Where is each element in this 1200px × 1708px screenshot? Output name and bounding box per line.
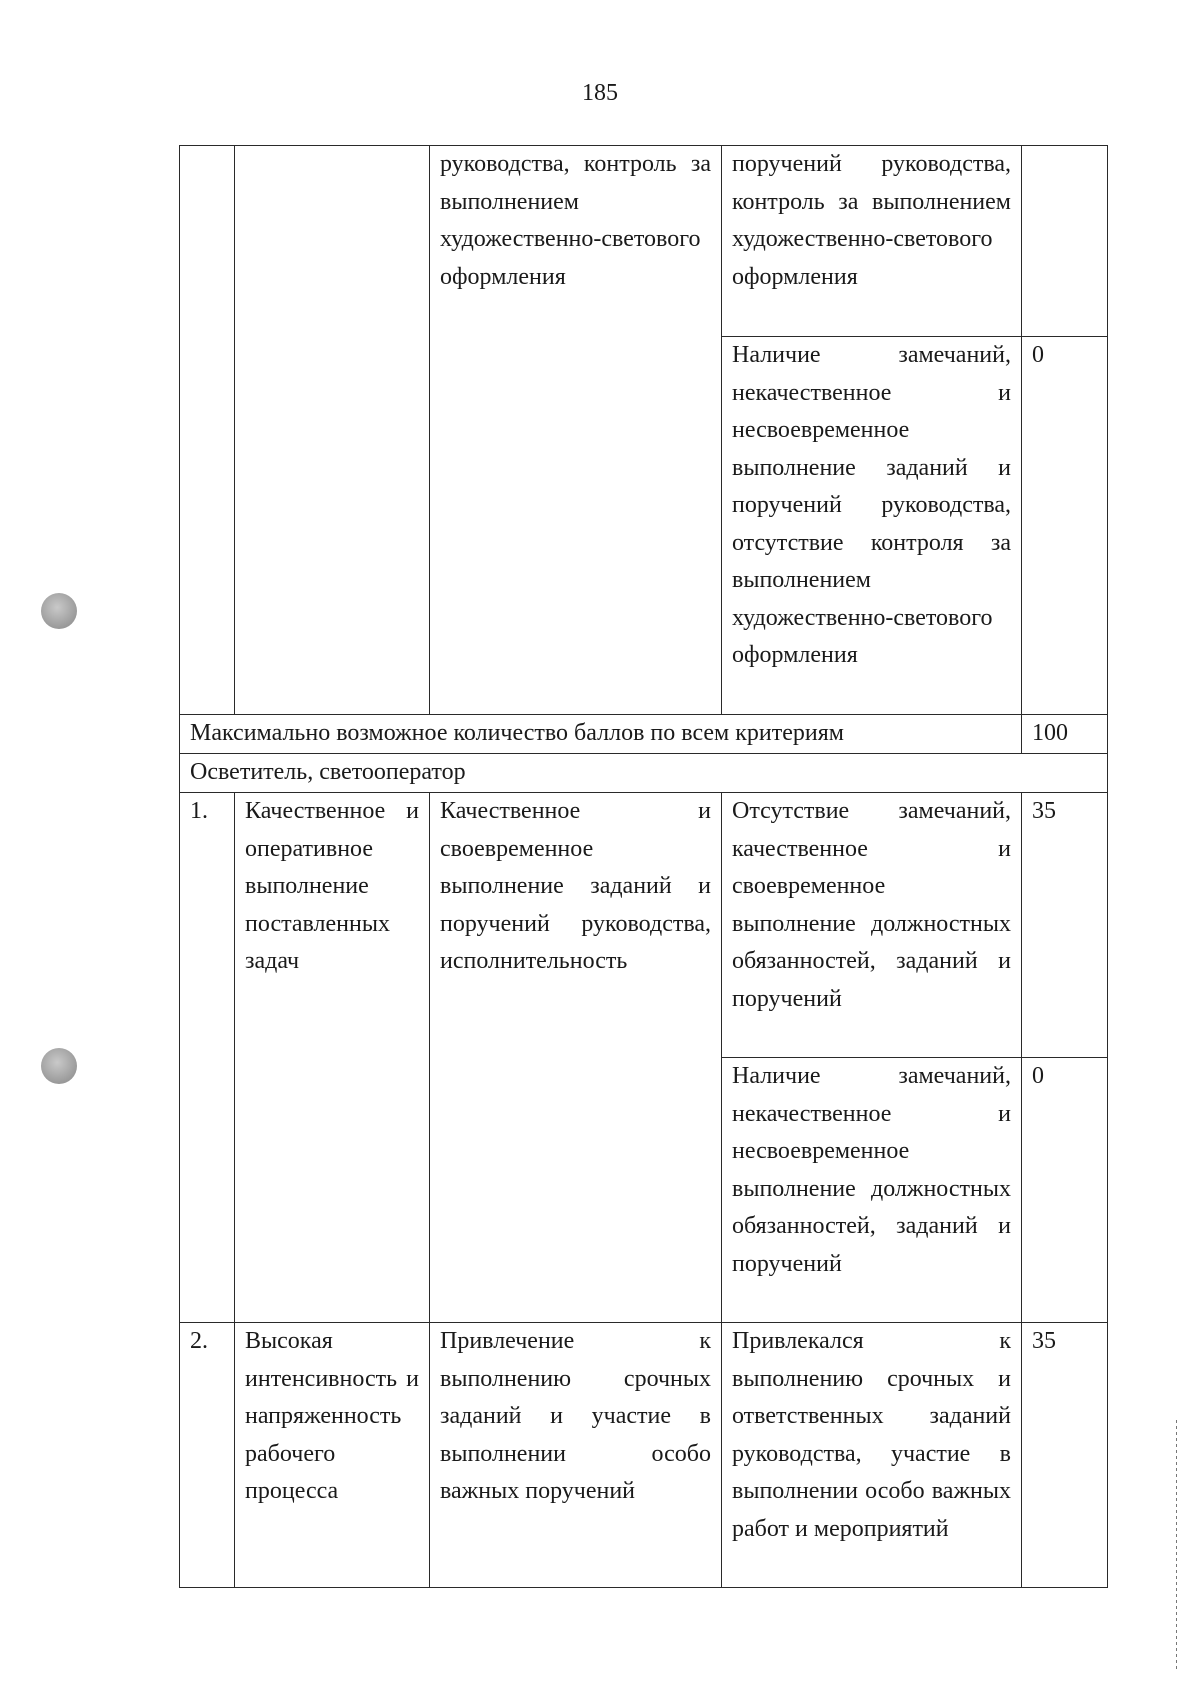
- indicator-cell: поручений руководства, контроль за выполнением художественно-светового оформления: [722, 146, 1022, 337]
- max-points-value: 100: [1022, 715, 1108, 754]
- criteria-table: [179, 145, 1108, 1588]
- item-criterion: Привлечение к выполнению срочных заданий и участие в выполнении особо важных поручений: [430, 1323, 722, 1588]
- table-row: [180, 1323, 1108, 1588]
- indicator-cell: Наличие замечаний, некачественное и несвоевременное выполнение должностных обязанностей, заданий и поручений: [722, 1058, 1022, 1323]
- points-cell: 0: [1022, 337, 1108, 715]
- max-points-label: Максимально возможное количество баллов по всем критериям: [180, 715, 1022, 754]
- indicator-cell: Привлекался к выполнению срочных и ответственных заданий руководства, участие в выполнении особо важных работ и мероприятий: [722, 1323, 1022, 1588]
- item-criterion: Качественное и своевременное выполнение заданий и поручений руководства, исполнительность: [430, 793, 722, 1323]
- indicator-cell: Наличие замечаний, некачественное и несвоевременное выполнение заданий и поручений руководства, отсутствие контроля за выполнением художественно-светового оформления: [722, 337, 1022, 715]
- criterion-cell: руководства, контроль за выполнением художественно-светового оформления: [430, 146, 722, 715]
- points-cell: 35: [1022, 793, 1108, 1058]
- item-number: 1.: [180, 793, 235, 1323]
- item-name: Высокая интенсивность и напряженность рабочего процесса: [235, 1323, 430, 1588]
- max-points-row: [180, 715, 1108, 754]
- indicator-cell: Отсутствие замечаний, качественное и своевременное выполнение должностных обязанностей, заданий и поручений: [722, 793, 1022, 1058]
- punch-hole: [41, 1048, 77, 1084]
- section-header-row: [180, 754, 1108, 793]
- num-cell: [180, 146, 235, 715]
- points-cell: 35: [1022, 1323, 1108, 1588]
- scan-edge-line: [1176, 1420, 1177, 1670]
- points-cell: 0: [1022, 1058, 1108, 1323]
- table-row: [180, 146, 1108, 337]
- punch-hole: [41, 593, 77, 629]
- name-cell: [235, 146, 430, 715]
- item-name: Качественное и оперативное выполнение поставленных задач: [235, 793, 430, 1323]
- section-title: Осветитель, светооператор: [180, 754, 1108, 793]
- page-number: 185: [582, 80, 618, 106]
- points-cell: [1022, 146, 1108, 337]
- table-row: [180, 793, 1108, 1058]
- item-number: 2.: [180, 1323, 235, 1588]
